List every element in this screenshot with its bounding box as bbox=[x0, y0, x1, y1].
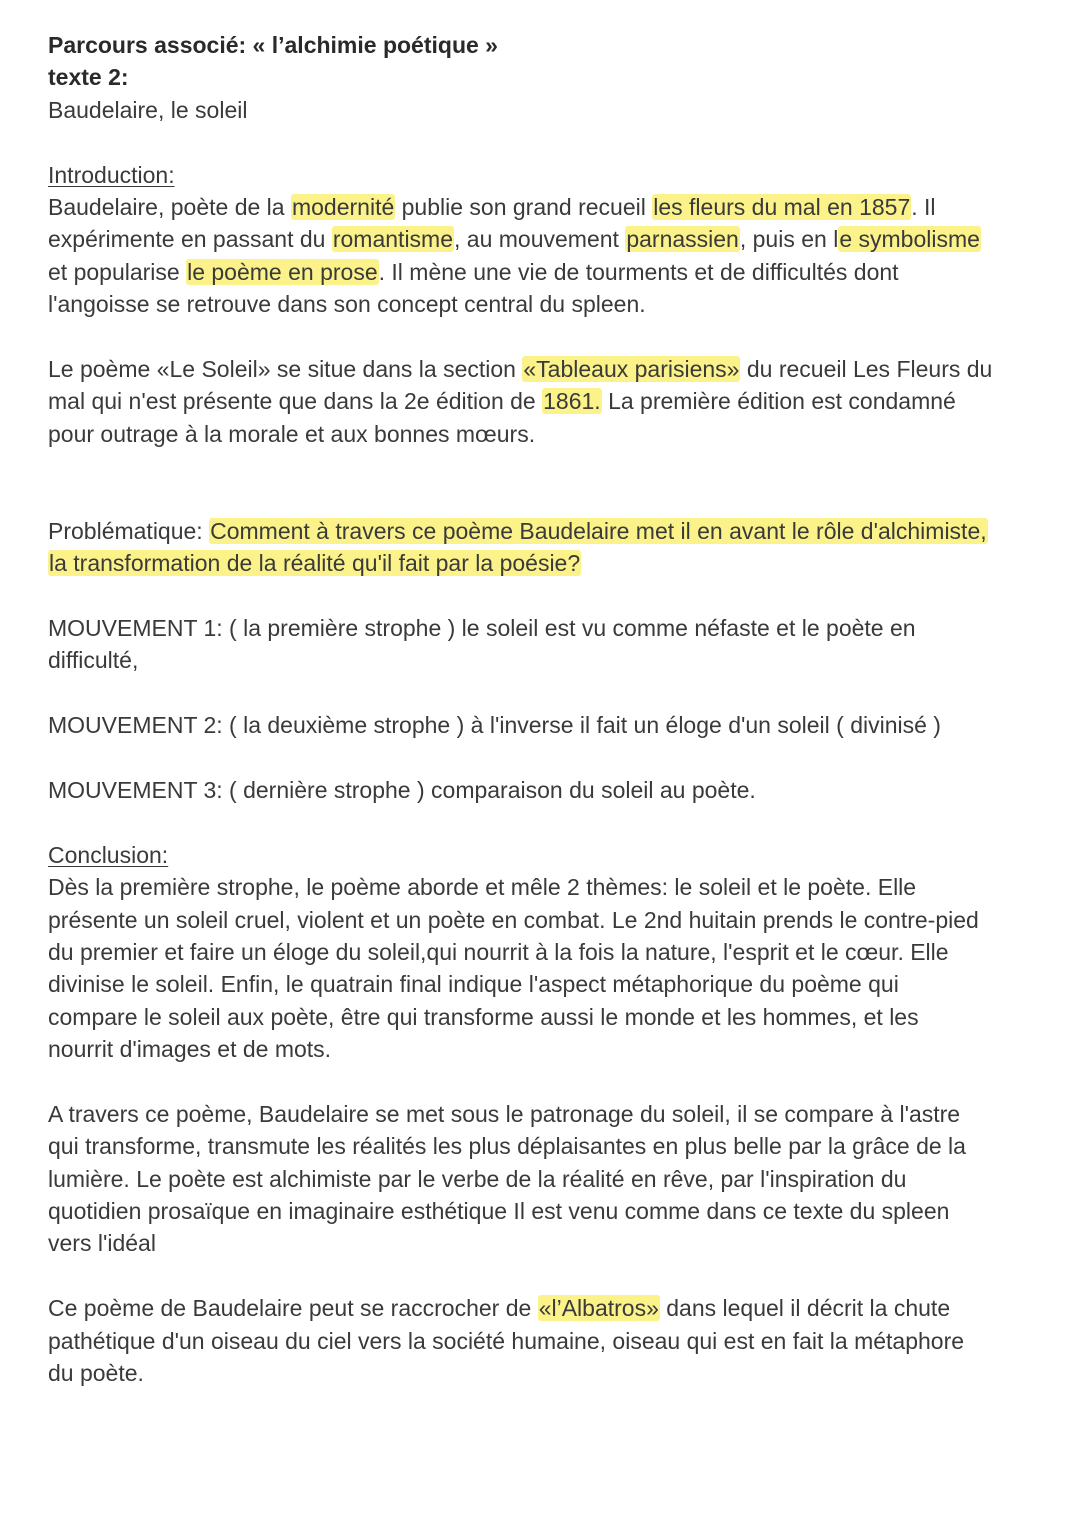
text-run: . Il bbox=[911, 193, 936, 220]
text-line: pathétique d'un oiseau du ciel vers la société humaine, oiseau qui est en fait la métaphore bbox=[48, 1327, 965, 1354]
text-run: du recueil Les Fleurs du bbox=[740, 355, 993, 382]
mouvement-3: MOUVEMENT 3: ( dernière strophe ) comparaison du soleil au poète. bbox=[48, 777, 756, 803]
text-run: expérimente en passant du bbox=[48, 226, 332, 253]
spacer bbox=[48, 450, 1038, 515]
spacer bbox=[48, 580, 1038, 612]
spacer bbox=[48, 321, 1038, 353]
text-line: qui transforme, transmute les réalités les plus déplaisantes en plus belle par la grâce de la bbox=[48, 1133, 966, 1160]
text-line bbox=[48, 191, 1038, 223]
conclusion-paragraph-3 bbox=[48, 1292, 1038, 1389]
mouvement-2: MOUVEMENT 2: ( la deuxième strophe ) à l'inverse il fait un éloge d'un soleil ( divinisé ) bbox=[48, 712, 941, 739]
text-run: La première édition est condamné bbox=[601, 388, 956, 415]
problematique bbox=[48, 515, 1038, 580]
highlight: la transformation de la réalité qu'il fait par la poésie? bbox=[49, 550, 581, 577]
text-line bbox=[48, 547, 1038, 579]
text-line bbox=[48, 385, 1038, 417]
text-run: , au mouvement bbox=[454, 226, 626, 253]
highlight: les fleurs du mal en 1857 bbox=[653, 193, 911, 220]
highlight: e symbolisme bbox=[839, 226, 980, 253]
text-run: dans lequel il décrit la chute bbox=[659, 1295, 951, 1322]
text-line: A travers ce poème, Baudelaire se met sous le patronage du soleil, il se compare à l'astre bbox=[48, 1100, 961, 1127]
text-line: présente un soleil cruel, violent et un poète en combat. Le 2nd huitain prends le contre-pied bbox=[48, 906, 979, 933]
spacer bbox=[48, 1066, 1038, 1098]
spacer bbox=[48, 742, 1038, 774]
text-run: mal qui n'est présente que dans la 2e édition de bbox=[48, 388, 543, 415]
spacer bbox=[48, 126, 1038, 158]
introduction-paragraph-1 bbox=[48, 191, 1038, 321]
highlight: 1861. bbox=[543, 388, 601, 415]
conclusion-paragraph-2 bbox=[48, 1098, 1038, 1260]
introduction-paragraph-2 bbox=[48, 353, 1038, 450]
document-subtitle: Baudelaire, le soleil bbox=[48, 96, 248, 123]
highlight: le poème en prose bbox=[187, 258, 378, 285]
conclusion-heading: Conclusion: bbox=[48, 841, 169, 868]
text-line: l'angoisse se retrouve dans son concept central du spleen. bbox=[48, 291, 646, 318]
highlight: parnassien bbox=[626, 226, 739, 253]
text-line bbox=[48, 223, 1038, 255]
text-run: Ce poème de Baudelaire peut se raccrocher de bbox=[48, 1295, 538, 1322]
mouvement-1 bbox=[48, 612, 1038, 677]
text-run: , puis en l bbox=[739, 226, 839, 253]
text-line: nourrit d'images et de mots. bbox=[48, 1036, 332, 1063]
introduction-heading: Introduction: bbox=[48, 161, 175, 188]
text-line bbox=[48, 256, 1038, 288]
text-line: MOUVEMENT 1: ( la première strophe ) le soleil est vu comme néfaste et le poète en bbox=[48, 615, 916, 642]
highlight: Comment à travers ce poème Baudelaire met il en avant le rôle d'alchimiste, bbox=[210, 517, 987, 544]
conclusion-paragraph-1 bbox=[48, 871, 1038, 1065]
text-line bbox=[48, 1292, 1038, 1324]
text-line: vers l'idéal bbox=[48, 1230, 156, 1257]
text-run: . Il mène une vie de tourments et de difficultés dont bbox=[378, 258, 899, 285]
problematique-label: Problématique: bbox=[48, 517, 210, 544]
highlight: modernité bbox=[291, 193, 395, 220]
spacer bbox=[48, 677, 1038, 709]
text-line: lumière. Le poète est alchimiste par le verbe de la réalité en rêve, par l'inspiration du bbox=[48, 1165, 907, 1192]
texte-label: texte 2: bbox=[48, 64, 129, 91]
text-line: pour outrage à la morale et aux bonnes mœurs. bbox=[48, 420, 536, 447]
text-line bbox=[48, 515, 1038, 547]
spacer bbox=[48, 806, 1038, 838]
text-line: du poète. bbox=[48, 1360, 144, 1387]
document-page bbox=[48, 29, 1038, 1389]
text-line: compare le soleil aux poète, être qui transforme aussi le monde et les hommes, et les bbox=[48, 1003, 919, 1030]
text-run: et popularise bbox=[48, 258, 187, 285]
spacer bbox=[48, 1260, 1038, 1292]
text-line: Dès la première strophe, le poème aborde et mêle 2 thèmes: le soleil et le poète. Elle bbox=[48, 874, 917, 901]
text-line: quotidien prosaïque en imaginaire esthétique Il est venu comme dans ce texte du spleen bbox=[48, 1198, 950, 1225]
text-run: Baudelaire, poète de la bbox=[48, 193, 291, 220]
highlight: «Tableaux parisiens» bbox=[523, 355, 740, 382]
text-line: du premier et faire un éloge du soleil,qui nourrit à la fois la nature, l'esprit et le cœur. Elle bbox=[48, 938, 949, 965]
text-line: divinise le soleil. Enfin, le quatrain final indique l'aspect métaphorique du poème qui bbox=[48, 971, 899, 998]
text-run: publie son grand recueil bbox=[395, 193, 653, 220]
highlight: «l’Albatros» bbox=[538, 1295, 659, 1322]
parcours-title: Parcours associé: « l’alchimie poétique » bbox=[48, 32, 498, 58]
text-run: Le poème «Le Soleil» se situe dans la section bbox=[48, 355, 523, 382]
highlight: romantisme bbox=[332, 226, 454, 253]
text-line bbox=[48, 353, 1038, 385]
text-line: difficulté, bbox=[48, 647, 139, 674]
